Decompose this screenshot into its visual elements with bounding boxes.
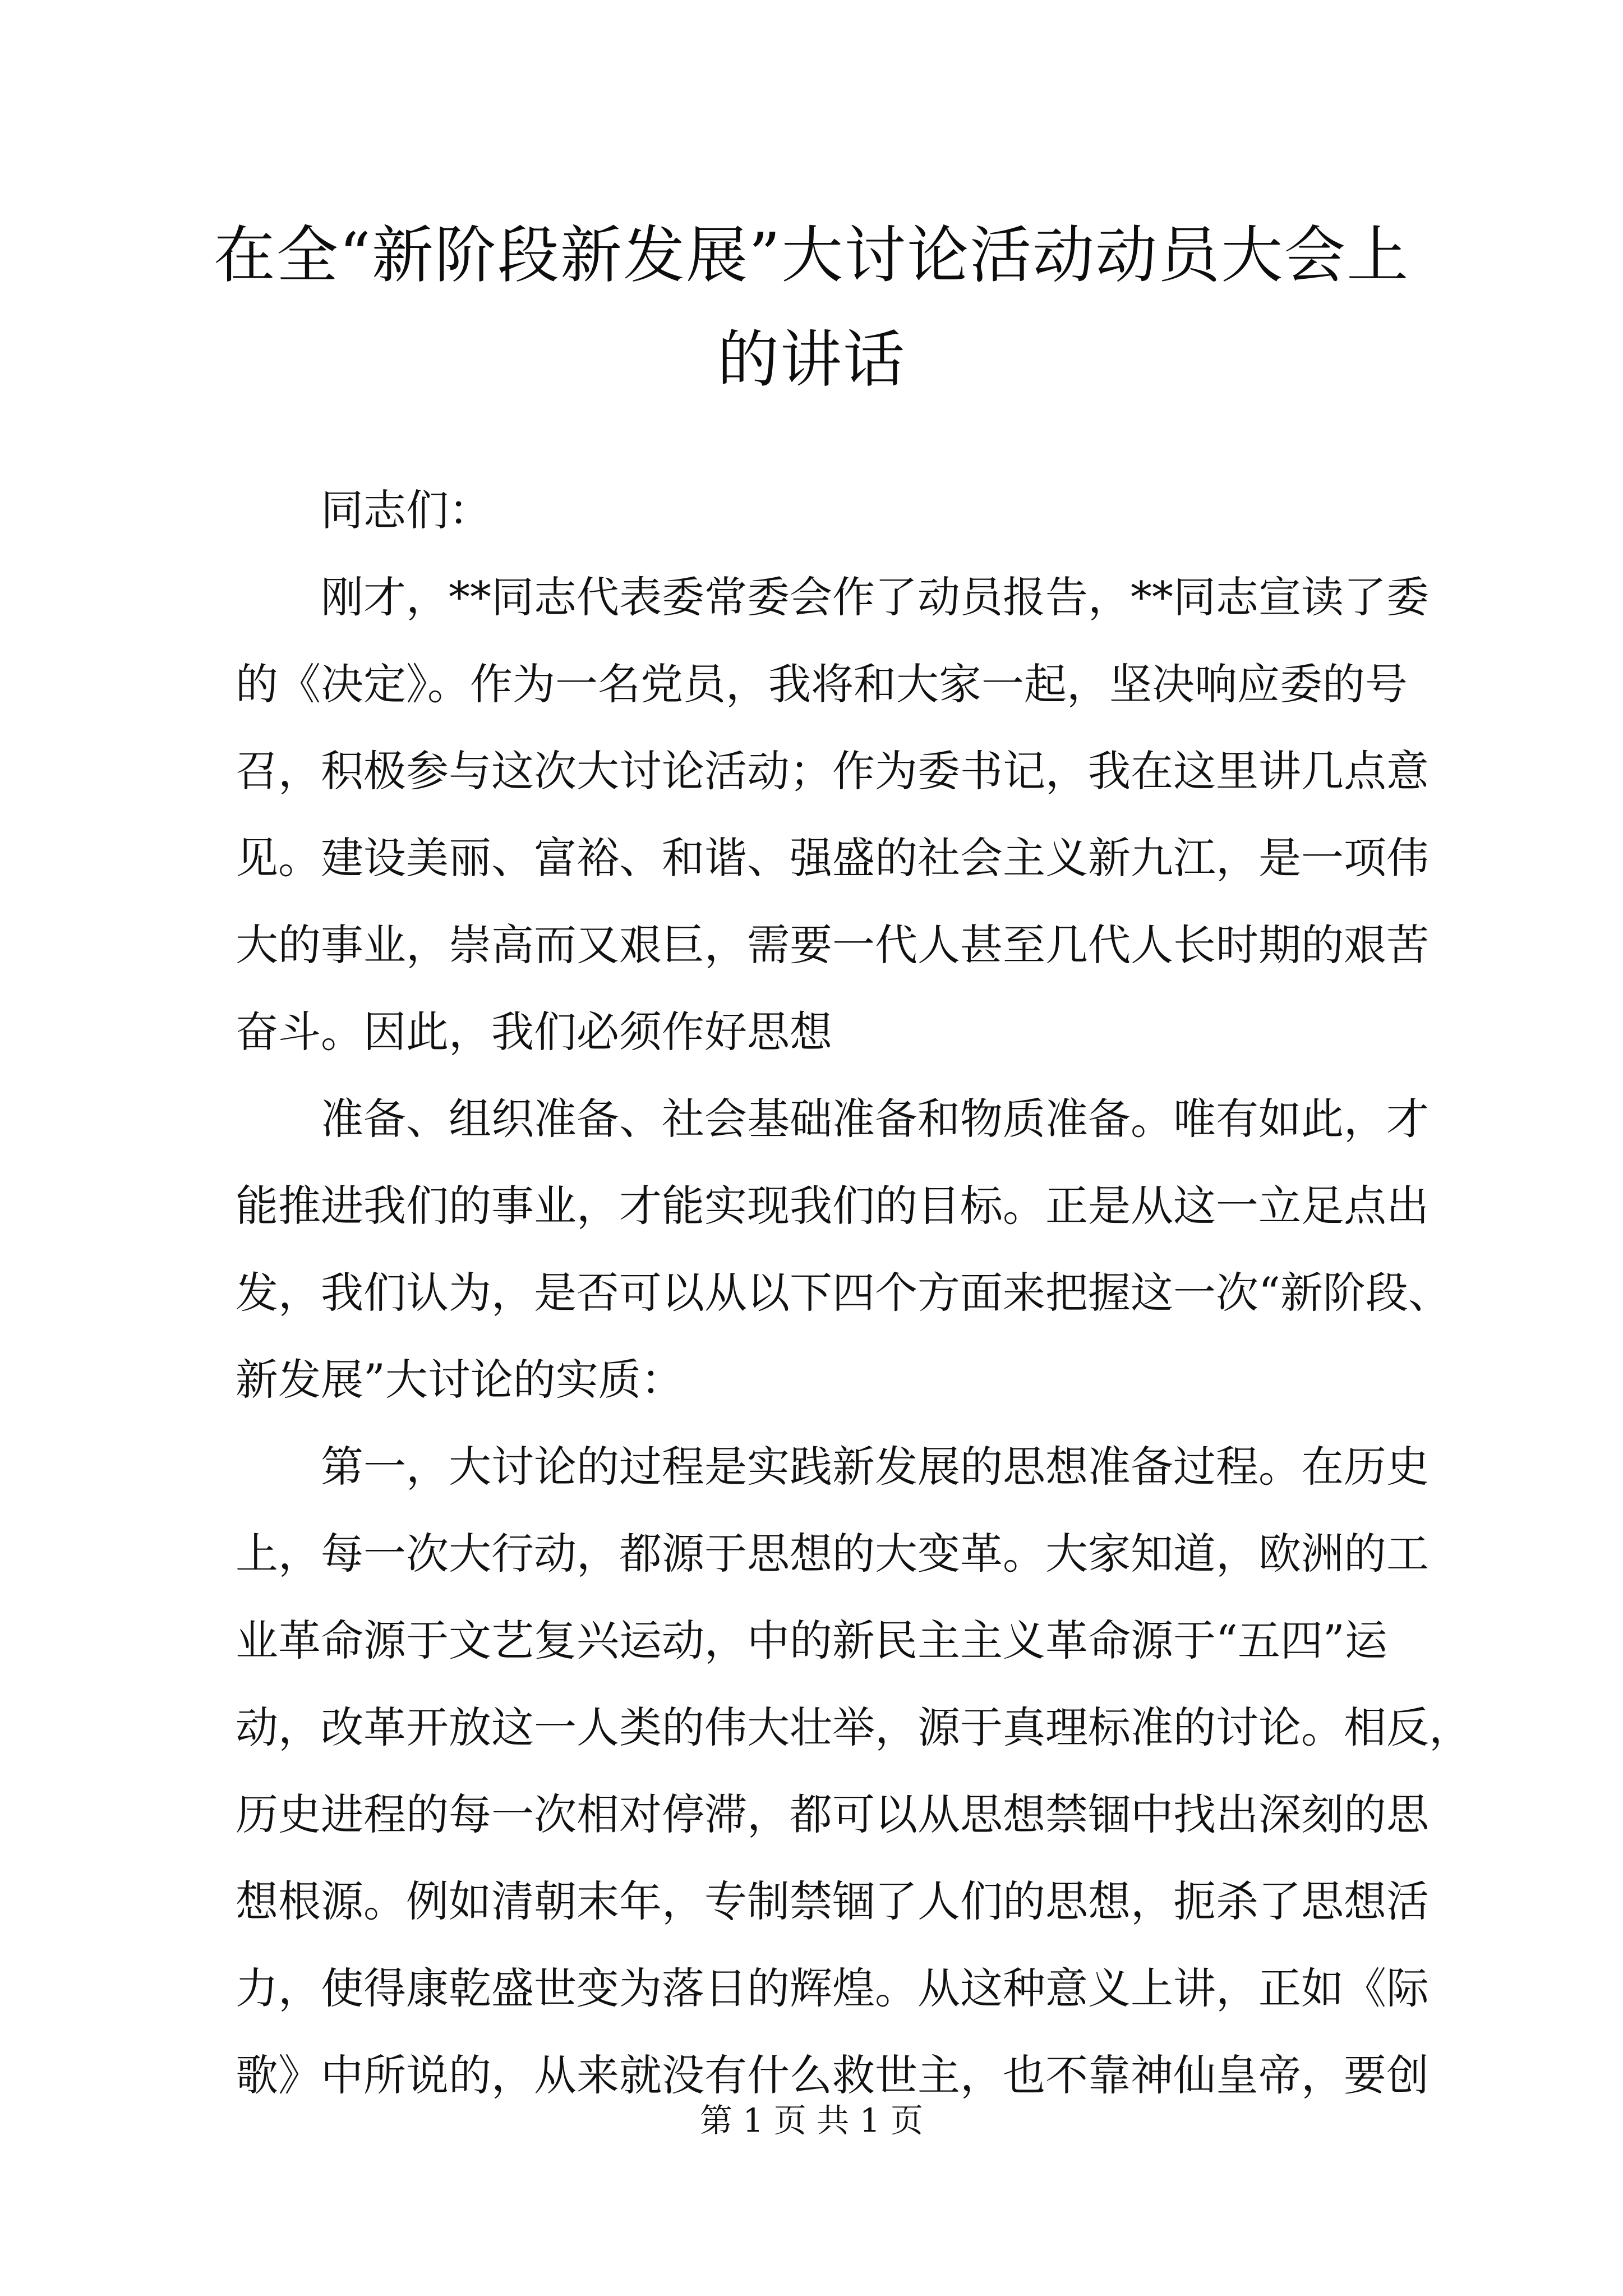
- paragraph-salutation: [236, 467, 1436, 554]
- text-line: 想根源。例如清朝末年，专制禁锢了人们的思想，扼杀了思想活: [236, 1876, 1429, 1926]
- text-line: 业革命源于文艺复兴运动，中的新民主主义革命源于“五四”运: [236, 1616, 1387, 1665]
- text-line: 力，使得康乾盛世变为落日的辉煌。从这种意义上讲，正如《际: [236, 1963, 1429, 2013]
- paragraph-3: [236, 1423, 1472, 2119]
- text-line: 上，每一次大行动，都源于思想的大变革。大家知道，欧洲的工: [236, 1529, 1429, 1579]
- document-body: [236, 467, 1472, 2119]
- text-line: 大的事业，崇高而又艰巨，需要一代人甚至几代人长时期的艰苦: [236, 920, 1429, 970]
- text-line: 历史进程的每一次相对停滞，都可以从思想禁锢中找出深刻的思: [236, 1789, 1429, 1839]
- text-line: 刚才，**同志代表委常委会作了动员报告，**同志宣读了委: [321, 572, 1429, 622]
- text-line: 发，我们认为，是否可以从以下四个方面来把握这一次“新阶段、: [236, 1268, 1451, 1318]
- text-line: 歌》中所说的，从来就没有什么救世主，也不靠神仙皇帝，要创: [236, 2050, 1429, 2100]
- text-line: 能推进我们的事业，才能实现我们的目标。正是从这一立足点出: [236, 1181, 1429, 1231]
- title-line-1: 在全“新阶段新发展”大讨论活动动员大会上: [213, 219, 1410, 291]
- document-title: [213, 203, 1410, 412]
- text-line: 召，积极参与这次大讨论活动；作为委书记，我在这里讲几点意: [236, 746, 1429, 796]
- text-line: 准备、组织准备、社会基础准备和物质准备。唯有如此，才: [321, 1094, 1429, 1144]
- text-line: 同志们：: [321, 485, 491, 535]
- page-footer: 第 1 页 共 1 页: [700, 2101, 923, 2139]
- text-line: 奋斗。因此，我们必须作好思想: [236, 1007, 832, 1057]
- text-line: 第一，大讨论的过程是实践新发展的思想准备过程。在历史: [321, 1442, 1429, 1492]
- paragraph-1: [236, 554, 1436, 1075]
- text-line: 新发展”大讨论的实质：: [236, 1355, 684, 1405]
- paragraph-2: [236, 1075, 1451, 1423]
- text-line: 的《决定》。作为一名党员，我将和大家一起，坚决响应委的号: [236, 659, 1408, 709]
- text-line: 见。建设美丽、富裕、和谐、强盛的社会主义新九江，是一项伟: [236, 833, 1429, 883]
- text-line: 动，改革开放这一人类的伟大壮举，源于真理标准的讨论。相反，: [236, 1703, 1472, 1752]
- title-line-2: 的讲话: [717, 324, 906, 395]
